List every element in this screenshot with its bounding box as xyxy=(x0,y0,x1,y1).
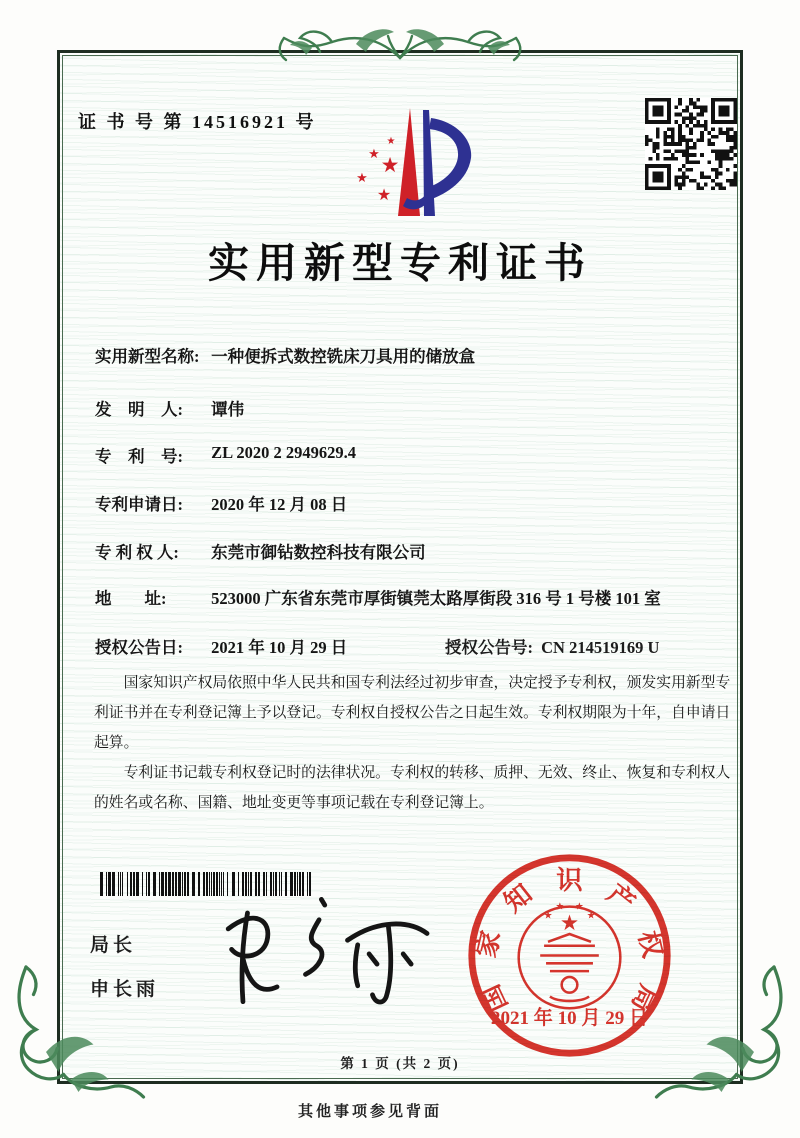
svg-text:★: ★ xyxy=(586,910,596,922)
field-value: 523000 广东省东莞市厚街镇莞太路厚街段 316 号 1 号楼 101 室 xyxy=(211,589,661,608)
certificate-title: 实用新型专利证书 xyxy=(208,240,592,286)
top-scroll-ornament-icon xyxy=(272,14,528,88)
commissioner-title: 局长 xyxy=(90,935,137,956)
field-label: 专 利 号: xyxy=(95,447,183,466)
official-seal-icon xyxy=(462,848,677,1063)
commissioner-name: 申长雨 xyxy=(90,979,160,1000)
svg-text:局: 局 xyxy=(625,980,665,1017)
svg-text:识: 识 xyxy=(556,865,583,896)
svg-text:★: ★ xyxy=(368,147,380,162)
svg-text:★: ★ xyxy=(386,136,396,147)
field-address xyxy=(95,585,661,612)
svg-text:知: 知 xyxy=(498,878,538,918)
field-label: 专利申请日: xyxy=(95,495,183,514)
svg-text:产: 产 xyxy=(601,878,641,918)
field-patent-number xyxy=(95,443,356,467)
field-label: 专 利 权 人: xyxy=(95,543,179,562)
field-filing-date xyxy=(95,491,347,515)
signature-icon xyxy=(205,888,440,1013)
svg-text:★: ★ xyxy=(380,153,400,177)
legal-paragraph: 国家知识产权局依照中华人民共和国专利法经过初步审查，决定授予专利权，颁发实用新型专利证书并在专利登记簿上予以登记。专利权自授权公告之日起生效。专利权期限为十年，自申请日起算。 xyxy=(94,675,731,751)
field-value: 2021 年 10 月 29 日 xyxy=(211,638,348,657)
back-side-note: 其他事项参见背面 xyxy=(297,1104,442,1120)
svg-text:家: 家 xyxy=(470,927,507,961)
field-value: CN 214519169 U xyxy=(541,638,660,657)
svg-text:★: ★ xyxy=(574,901,584,913)
qr-code-icon xyxy=(645,98,737,190)
field-grant-date xyxy=(95,634,347,658)
field-grant-number xyxy=(445,634,659,658)
field-label: 地 址: xyxy=(95,589,167,608)
field-utility-model-name xyxy=(95,343,475,367)
svg-text:权: 权 xyxy=(632,927,669,961)
field-value: 一种便拆式数控铣床刀具用的储放盒 xyxy=(211,347,476,366)
svg-text:★: ★ xyxy=(356,171,368,186)
svg-text:★: ★ xyxy=(543,910,553,922)
cnipa-logo-icon xyxy=(338,98,473,224)
legal-text-block xyxy=(94,668,732,818)
field-value: 东莞市御钻数控科技有限公司 xyxy=(211,543,426,562)
field-inventor xyxy=(95,396,244,420)
field-label: 授权公告日: xyxy=(95,638,183,657)
field-value: ZL 2020 2 2949629.4 xyxy=(211,443,356,462)
svg-text:★: ★ xyxy=(555,901,565,913)
field-value: 2020 年 12 月 08 日 xyxy=(211,495,348,514)
svg-text:★: ★ xyxy=(376,185,392,204)
field-label: 授权公告号: xyxy=(445,638,533,657)
page-number: 第 1 页 (共 2 页) xyxy=(340,1056,460,1071)
svg-text:★: ★ xyxy=(559,911,580,936)
field-label: 实用新型名称: xyxy=(95,347,200,366)
legal-paragraph: 专利证书记载专利权登记时的法律状况。专利权的转移、质押、无效、终止、恢复和专利权人的姓名或名称、国籍、地址变更等事项记载在专利登记簿上。 xyxy=(94,765,731,811)
certificate-number: 证 书 号 第 14516921 号 xyxy=(78,112,317,132)
seal-date: 2021 年 10 月 29 日 xyxy=(490,1007,649,1029)
field-value: 谭伟 xyxy=(211,400,245,419)
field-label: 发 明 人: xyxy=(95,400,183,419)
svg-text:国: 国 xyxy=(474,980,514,1017)
field-patentee xyxy=(95,539,426,563)
